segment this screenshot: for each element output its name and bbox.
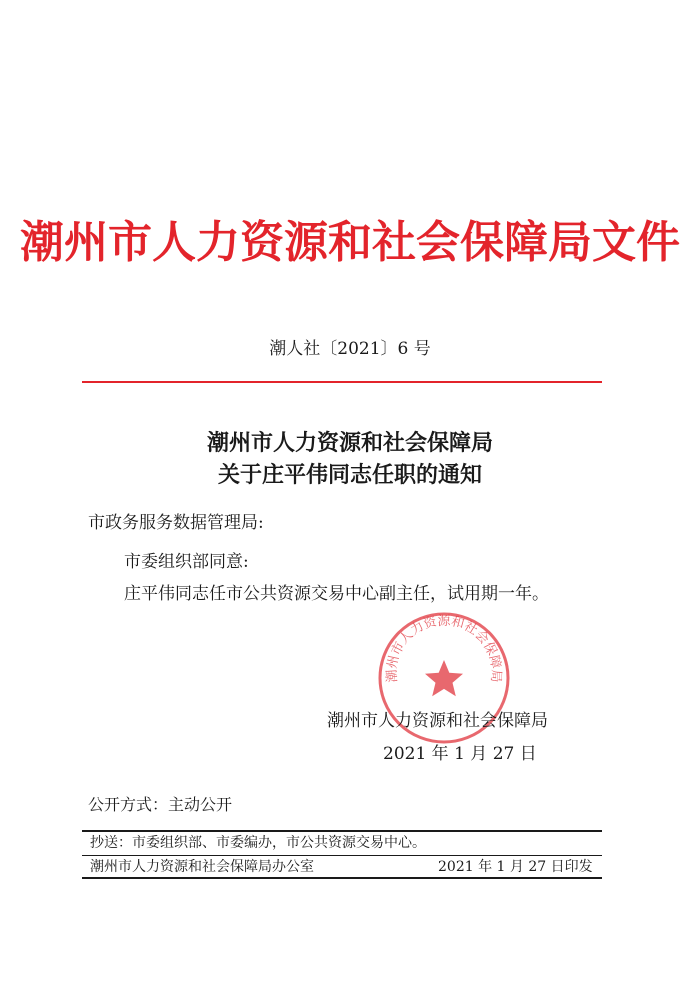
issue-date: 2021 年 1 月 27 日印发 — [438, 859, 593, 875]
cc-list: 抄送：市委组织部、市委编办，市公共资源交易中心。 — [90, 835, 426, 851]
addressee: 市政务服务数据管理局: — [88, 513, 264, 533]
footer-rule-bottom — [82, 877, 602, 879]
footer-rule-middle — [82, 855, 602, 856]
seal-star-icon — [425, 660, 463, 696]
signature-date: 2021 年 1 月 27 日 — [383, 744, 537, 764]
document-number: 潮人社〔2021〕6 号 — [269, 339, 431, 359]
document-header-title: 潮州市人力资源和社会保障局文件 — [20, 217, 680, 268]
seal-text: 潮州市人力资源和社会保障局 — [384, 613, 504, 683]
body-paragraph-1: 市委组织部同意: — [124, 552, 249, 572]
issuing-office: 潮州市人力资源和社会保障局办公室 — [90, 859, 314, 875]
disclosure-method: 公开方式：主动公开 — [88, 795, 233, 814]
footer-rule-top — [82, 830, 602, 832]
signature-organization: 潮州市人力资源和社会保障局 — [327, 711, 548, 731]
notice-title-line1: 潮州市人力资源和社会保障局 — [206, 430, 493, 456]
body-paragraph-2: 庄平伟同志任市公共资源交易中心副主任，试用期一年。 — [124, 584, 549, 604]
notice-title-line2: 关于庄平伟同志任职的通知 — [217, 462, 482, 488]
red-separator-line — [82, 381, 602, 383]
